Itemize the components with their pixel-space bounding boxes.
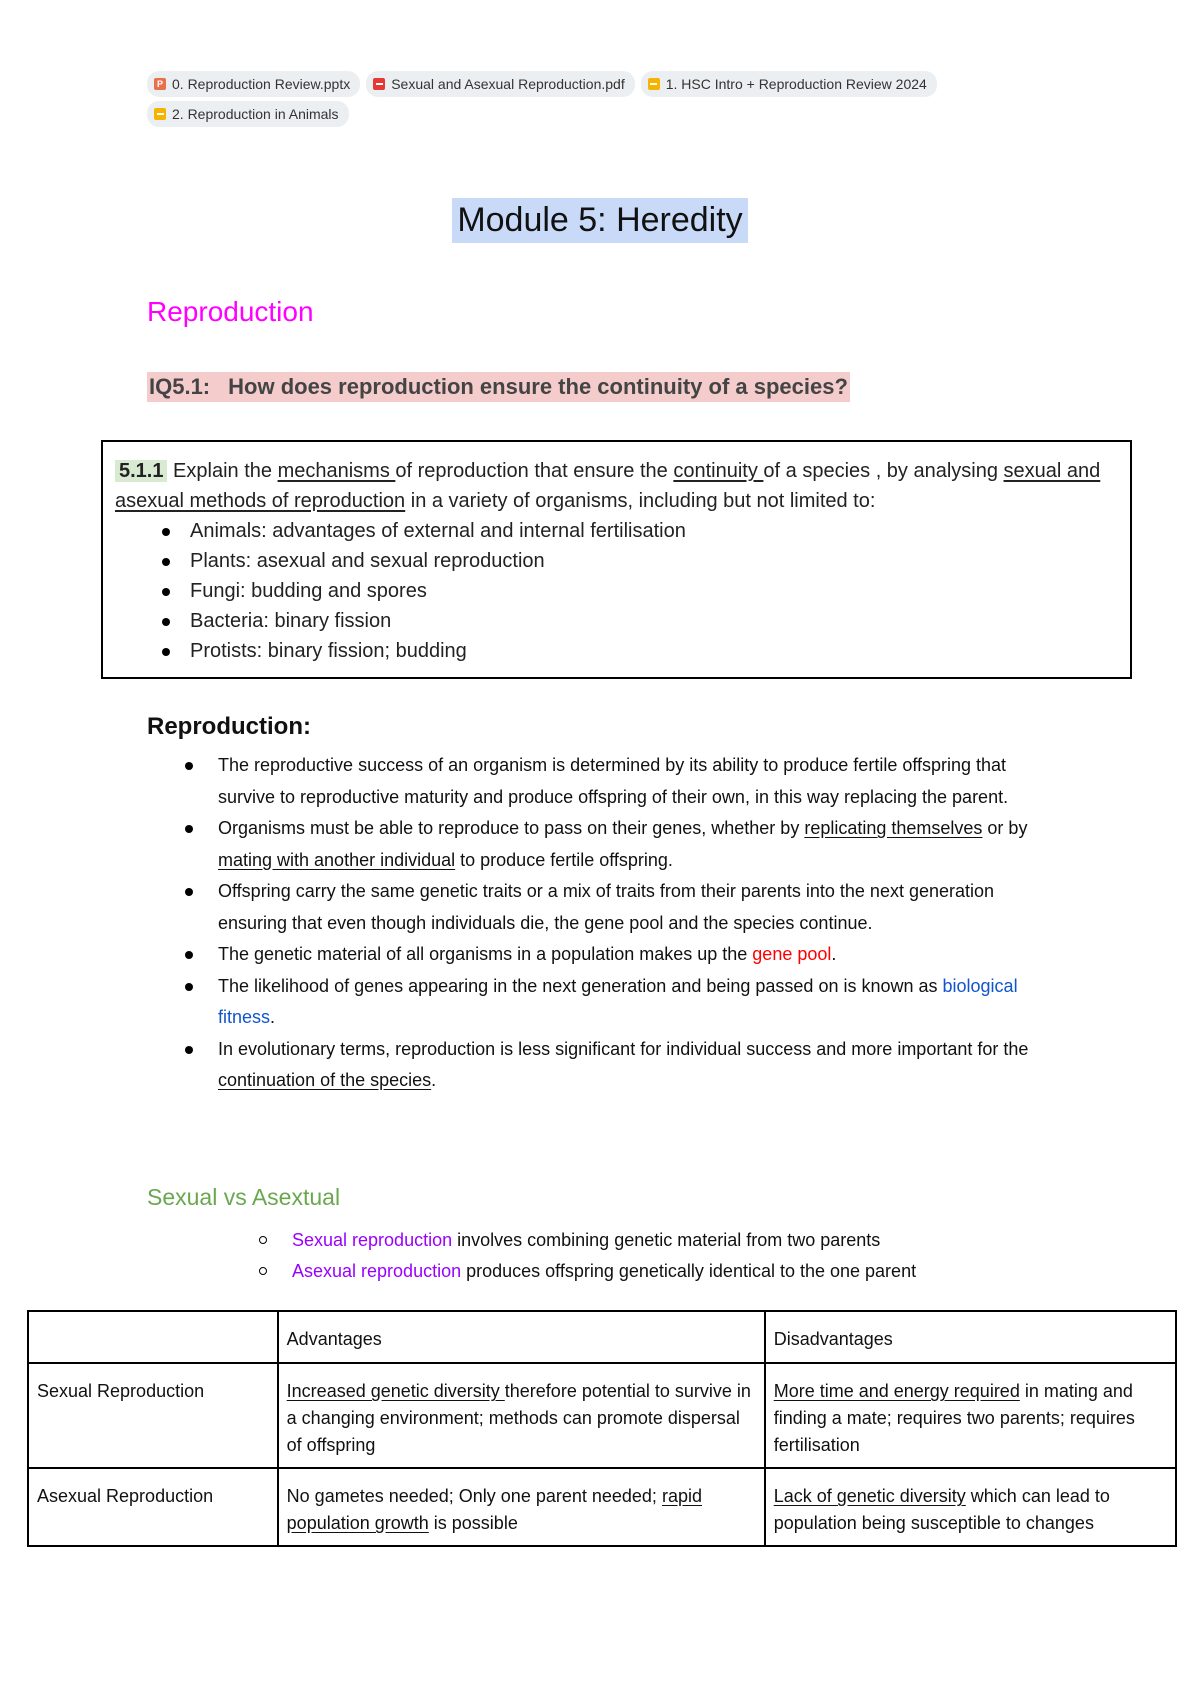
slides-file-icon (648, 78, 660, 90)
slides-file-icon (154, 108, 166, 120)
note-item (218, 939, 1058, 971)
sexual-vs-asexual-list (292, 1225, 916, 1287)
note-item (218, 813, 1058, 876)
outcome-list-item: Bacteria: binary fission (190, 606, 1118, 636)
outcome-text: of a species , by analysing (763, 460, 1004, 482)
sexual-vs-asexual-heading: Sexual vs Asextual (147, 1184, 341, 1210)
note-text: In evolutionary terms, reproduction is less significant for individual success and more important for the (218, 1038, 1029, 1059)
advantages-cell (278, 1468, 765, 1546)
disadvantages-cell (765, 1468, 1176, 1546)
inquiry-code: IQ5.1: (149, 374, 211, 399)
cell-underline: More time and energy required (773, 1381, 1020, 1401)
advantages-cell (278, 1363, 765, 1468)
note-text: . (431, 1070, 437, 1090)
note-underline: mating with another individual (218, 849, 456, 870)
note-item (218, 1034, 1058, 1097)
inquiry-text: How does reproduction ensure the continuity of a species? (228, 374, 848, 399)
chip-label: Sexual and Asexual Reproduction.pdf (391, 76, 625, 92)
note-item: The reproductive success of an organism is determined by its ability to produce fertile offspring that survive to reproductive maturity and produce offspring of their own, in this way replacing the parent. (218, 750, 1058, 813)
row-label: Sexual Reproduction (28, 1363, 278, 1468)
table-header-cell: Advantages (278, 1311, 765, 1363)
outcome-list-item: Plants: asexual and sexual reproduction (190, 546, 1118, 576)
outcome-text: in a variety of organisms, including but not limited to: (405, 490, 876, 512)
definition-item (292, 1225, 916, 1256)
chip-label: 0. Reproduction Review.pptx (172, 76, 351, 92)
definition-text: produces offspring genetically identical to the one parent (461, 1261, 917, 1281)
note-text: . (270, 1007, 276, 1027)
outcome-text: Explain the (167, 460, 278, 482)
chip-label: 2. Reproduction in Animals (172, 106, 339, 122)
asexual-reproduction-term: Asexual reproduction (292, 1261, 462, 1281)
sexual-reproduction-term: Sexual reproduction (292, 1230, 453, 1250)
outcome-underline: continuity (673, 460, 764, 482)
outcome-underline: mechanisms (277, 460, 396, 482)
note-text: . (831, 944, 837, 964)
reproduction-subheading: Reproduction: (147, 713, 311, 740)
cell-text: is possible (428, 1513, 518, 1533)
outcome-text: of reproduction that ensure the (395, 460, 674, 482)
note-text: to produce fertile offspring. (455, 849, 673, 870)
table-header-cell (28, 1311, 278, 1363)
outcome-statement (115, 456, 1118, 516)
pdf-file-icon (373, 78, 385, 90)
note-text: The likelihood of genes appearing in the next generation and being passed on is known as (218, 975, 943, 996)
note-underline: replicating themselves (804, 818, 983, 838)
chip-row (147, 101, 1047, 127)
outcome-list-item: Protists: binary fission; budding (190, 636, 1118, 666)
disadvantages-cell (765, 1363, 1176, 1468)
outcome-list (115, 516, 1118, 666)
cell-underline: rapid population growth (286, 1486, 702, 1533)
chip-label: 1. HSC Intro + Reproduction Review 2024 (665, 76, 927, 92)
outcome-underline: sexual and asexual methods of reproduction (115, 460, 1101, 512)
note-item (218, 971, 1058, 1034)
biological-fitness-term: biological fitness (218, 975, 1018, 1027)
section-heading: Reproduction (147, 296, 314, 327)
cell-text: No gametes needed; Only one parent needed; (286, 1486, 662, 1506)
outcome-list-item: Fungi: budding and spores (190, 576, 1118, 606)
chip-row (147, 71, 1047, 97)
table-header-cell: Disadvantages (765, 1311, 1176, 1363)
row-label: Asexual Reproduction (28, 1468, 278, 1546)
note-text: or by (982, 818, 1028, 838)
inquiry-question (147, 372, 850, 402)
chip-reproduction-review-pptx[interactable] (147, 71, 360, 97)
cell-text: which can lead to population being susceptible to changes (773, 1486, 1110, 1533)
chip-sexual-asexual-pdf[interactable] (366, 71, 635, 97)
note-item: Offspring carry the same genetic traits or a mix of traits from their parents into the next generation ensuring that even though individuals die, the gene pool and the species continue. (218, 876, 1058, 939)
table-row (28, 1363, 1176, 1468)
table-header-row (28, 1311, 1176, 1363)
cell-underline: Lack of genetic diversity (773, 1486, 966, 1506)
cell-underline: Increased genetic diversity (286, 1381, 505, 1401)
pptx-file-icon: P (154, 78, 166, 90)
table-row (28, 1468, 1176, 1546)
cell-text: in mating and finding a mate; requires two parents; requires fertilisation (773, 1381, 1135, 1455)
attachment-chips (147, 71, 1047, 131)
definition-item (292, 1256, 916, 1287)
outcome-code: 5.1.1 (115, 460, 167, 482)
note-text: The genetic material of all organisms in a population makes up the (218, 944, 753, 964)
cell-text: therefore potential to survive in a changing environment; methods can promote dispersal of offspring (286, 1381, 751, 1455)
chip-hsc-intro[interactable] (641, 71, 937, 97)
gene-pool-term: gene pool (752, 944, 832, 964)
syllabus-outcome-box (101, 440, 1132, 679)
comparison-table (27, 1310, 1177, 1547)
page-title: Module 5: Heredity (452, 198, 747, 243)
outcome-list-item: Animals: advantages of external and internal fertilisation (190, 516, 1118, 546)
title-wrap (0, 198, 1200, 243)
definition-text: involves combining genetic material from two parents (452, 1230, 881, 1250)
note-text: Organisms must be able to reproduce to pass on their genes, whether by (218, 818, 805, 838)
note-underline: continuation of the species (218, 1070, 432, 1090)
reproduction-notes (218, 750, 1058, 1097)
chip-reproduction-in-animals[interactable] (147, 101, 349, 127)
